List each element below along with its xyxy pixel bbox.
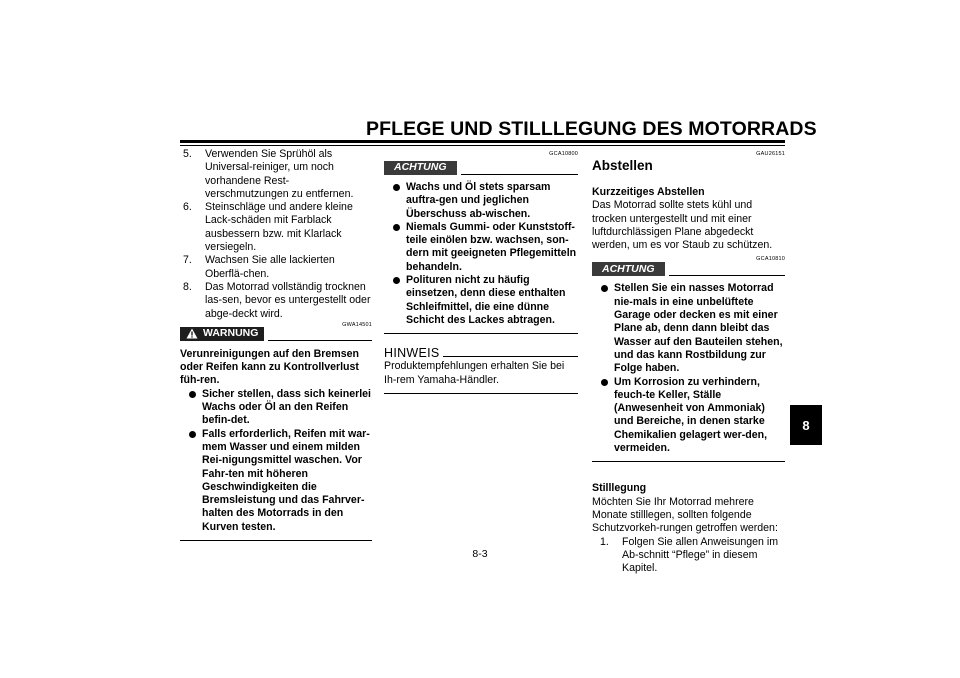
paragraph: Das Motorrad sollte stets kühl und trocken untergestellt und mit einer luftdurchlässigen Plane abgedeckt werden, um es vor Staub zu schützen. [592,199,773,252]
section-code: GAU26151 [756,151,785,157]
achtung-head-line [669,274,786,276]
list-item: Sicher stellen, dass sich keinerlei Wachs oder Öl an den Reifen befin-det. [180,388,372,428]
list-item: Polituren nicht zu häufig einsetzen, denn diese enthalten Schleifmittel, die eine dünne Schicht des Lackes abtragen. [384,274,578,327]
short-term-section [592,186,785,252]
list-item: Um Korrosion zu verhindern, feuch-te Keller, Ställe (Anwesenheit von Ammoniak) und Bereiche, in denen starke Chemikalien gelagert wer-den, vermeiden. [592,376,785,456]
hinweis-box [384,346,578,394]
sub-heading: Stilllegung [592,482,647,495]
column-left [180,148,372,541]
list-item: Niemals Gummi- oder Kunststoff-teile einölen bzw. wachsen, son-dern mit geeigneten Pflegemitteln behandeln. [384,221,578,274]
header-rule [180,140,785,143]
list-item: 1. Folgen Sie allen Anweisungen im Ab-schnitt “Pflege” in diesem Kapitel. [600,535,779,575]
list-item: 7. Wachsen Sie alle lackierten Oberflä-chen. [183,254,335,280]
achtung-badge: ACHTUNG [592,262,665,276]
bullet-icon [393,277,400,284]
list-item: 6. Steinschläge und andere kleine Lack-schäden mit Farblack ausbessern bzw. mit Klarlack versiegeln. [183,201,353,254]
achtung-code: GCA10800 [549,151,578,157]
stilllegung-section [592,482,785,575]
hinweis-title: HINWEIS [384,346,440,361]
care-steps [180,148,372,321]
achtung-bullets [592,282,785,455]
achtung-head-line [461,173,579,175]
bullet-icon [393,224,400,231]
hinweis-head-line [443,356,578,357]
bullet-icon [601,379,608,386]
chapter-tab[interactable] [790,405,822,445]
paragraph: Möchten Sie Ihr Motorrad mehrere Monate stilllegen, sollten folgende Schutzvorkeh-rungen getroffen werden: [592,495,778,535]
achtung-bullets [384,181,578,327]
bullet-icon [601,285,608,292]
warning-triangle-icon [186,328,198,339]
achtung-header [384,161,578,175]
achtung-badge: ACHTUNG [384,161,457,175]
sub-heading: Kurzzeitiges Abstellen [592,186,705,198]
achtung-header [592,262,785,276]
section-heading: Abstellen [592,158,653,173]
list-item: 5. Verwenden Sie Sprühöl als Universal-reiniger, um noch vorhandene Rest-verschmutzungen zu entfernen. [183,148,354,200]
bullet-icon [393,184,400,191]
warning-bullets [180,388,372,534]
warning-head-line [268,339,372,341]
chapter-number: 8 [802,417,810,433]
achtung-code: GCA10810 [756,256,785,263]
list-item: Falls erforderlich, Reifen mit war-mem Wasser und einem milden Rei-nigungsmittel waschen. Vor Fahr-ten mit höheren Geschwindigkeiten die Bremsleistung und das Fahrver-halten des Motorrads in den Kurven testen. [180,428,372,534]
column-middle [384,148,578,394]
warning-badge: WARNUNG [180,327,264,341]
bullet-icon [189,391,196,398]
list-item: 8. Das Motorrad vollständig trocknen las-sen, bevor es untergestellt oder abge-deckt wird. [183,280,371,320]
warning-intro: Verunreinigungen auf den Bremsen oder Reifen kann zu Kontrollverlust füh-ren. [180,347,359,387]
list-item: Stellen Sie ein nasses Motorrad nie-mals in eine unbelüftete Garage oder decken es mit einer Plane ab, denn dann bleibt das Wasser auf den Bauteilen stehen, und das kann Rostbildung zur Folge haben. [592,282,785,375]
page-title: PFLEGE UND STILLLEGUNG DES MOTORRADS [366,118,817,140]
bullet-icon [189,431,196,438]
achtung-box [592,276,785,462]
list-item: Wachs und Öl stets sparsam auftra-gen und jeglichen Überschuss ab-wischen. [384,181,578,221]
warning-box [180,321,372,541]
column-right [592,148,785,575]
header-rule-thin [180,145,785,146]
hinweis-text: Produktempfehlungen erhalten Sie bei Ih-rem Yamaha-Händler. [384,360,578,394]
page-number: 8-3 [472,548,488,560]
warning-code: GWA14501 [342,321,372,328]
achtung-box [384,175,578,334]
